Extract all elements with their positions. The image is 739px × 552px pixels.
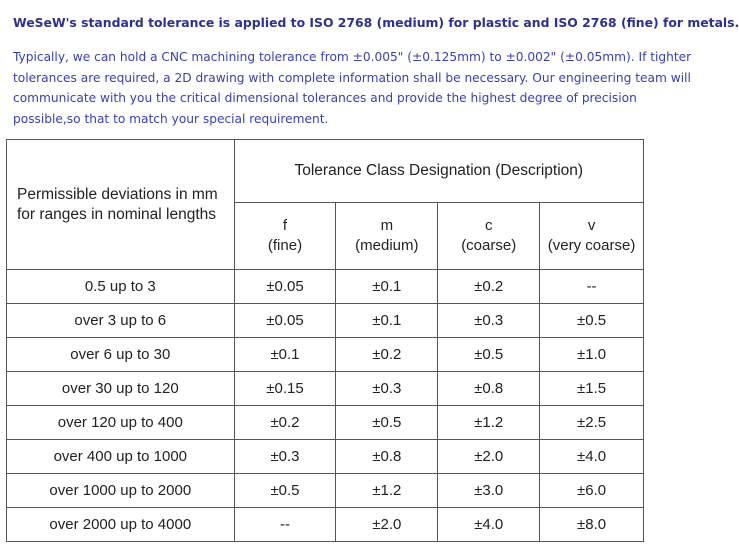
value-cell-m: ±2.0 — [336, 508, 438, 542]
intro-line: possible,so that to match your special requirement. — [13, 111, 329, 126]
table-row — [7, 270, 644, 304]
value-cell-c: ±3.0 — [438, 474, 540, 508]
intro-line: Typically, we can hold a CNC machining tolerance from ±0.005" (±0.125mm) to ±0.002" (±0.05mm). If tighter — [13, 50, 692, 64]
value-cell-f: -- — [234, 508, 336, 542]
class-header-c — [438, 203, 540, 270]
value-cell-v: ±8.0 — [540, 508, 644, 542]
class-header-m — [336, 203, 438, 270]
value-cell-c: ±1.2 — [438, 406, 540, 440]
value-cell-m: ±0.5 — [336, 406, 438, 440]
range-cell: over 1000 up to 2000 — [7, 474, 235, 508]
value-cell-f: ±0.5 — [234, 474, 336, 508]
value-cell-v: ±1.0 — [540, 338, 644, 372]
value-cell-f: ±0.1 — [234, 338, 336, 372]
value-cell-c: ±4.0 — [438, 508, 540, 542]
table-row — [7, 304, 644, 338]
class-code: c — [484, 217, 493, 234]
value-cell-v: ±6.0 — [540, 474, 644, 508]
value-cell-m: ±0.3 — [336, 372, 438, 406]
row-header-line: for ranges in nominal lengths — [17, 205, 217, 223]
value-cell-f: ±0.05 — [234, 270, 336, 304]
value-cell-m: ±0.1 — [336, 304, 438, 338]
intro-line: tolerances are required, a 2D drawing with complete information shall be necessary. Our engineering team will — [13, 70, 691, 85]
value-cell-v: ±4.0 — [540, 440, 644, 474]
class-desc: (very coarse) — [547, 237, 636, 254]
tolerance-table — [6, 139, 644, 542]
class-desc: (medium) — [355, 237, 419, 254]
class-header-f — [234, 203, 336, 270]
value-cell-v: ±0.5 — [540, 304, 644, 338]
class-header-v — [540, 203, 644, 270]
table-row — [7, 440, 644, 474]
range-cell: over 400 up to 1000 — [7, 440, 235, 474]
value-cell-m: ±0.2 — [336, 338, 438, 372]
value-cell-f: ±0.15 — [234, 372, 336, 406]
value-cell-f: ±0.3 — [234, 440, 336, 474]
value-cell-c: ±0.5 — [438, 338, 540, 372]
value-cell-m: ±1.2 — [336, 474, 438, 508]
range-cell: over 30 up to 120 — [7, 372, 235, 406]
class-code: v — [587, 217, 596, 234]
row-header-cell — [7, 140, 235, 270]
table-row — [7, 372, 644, 406]
intro-paragraph — [13, 47, 692, 129]
row-header-line: Permissible deviations in mm — [17, 185, 218, 203]
class-code: f — [282, 217, 288, 234]
page-heading: WeSeW's standard tolerance is applied to ISO 2768 (medium) for plastic and ISO 2768 (fine) for metals. — [13, 15, 739, 30]
class-code: m — [380, 217, 394, 234]
intro-line: communicate with you the critical dimensional tolerances and provide the highest degree of precision — [13, 91, 637, 105]
class-desc: (coarse) — [461, 237, 517, 254]
value-cell-v: -- — [540, 270, 644, 304]
table-row — [7, 406, 644, 440]
table-row — [7, 508, 644, 542]
range-cell: over 6 up to 30 — [7, 338, 235, 372]
value-cell-c: ±0.3 — [438, 304, 540, 338]
range-cell: over 120 up to 400 — [7, 406, 235, 440]
value-cell-c: ±0.8 — [438, 372, 540, 406]
range-cell: 0.5 up to 3 — [7, 270, 235, 304]
value-cell-m: ±0.8 — [336, 440, 438, 474]
class-desc: (fine) — [267, 237, 303, 254]
value-cell-v: ±1.5 — [540, 372, 644, 406]
value-cell-c: ±2.0 — [438, 440, 540, 474]
value-cell-c: ±0.2 — [438, 270, 540, 304]
range-cell: over 3 up to 6 — [7, 304, 235, 338]
table-row — [7, 474, 644, 508]
value-cell-v: ±2.5 — [540, 406, 644, 440]
group-header: Tolerance Class Designation (Description) — [234, 140, 643, 203]
table-row — [7, 338, 644, 372]
value-cell-f: ±0.05 — [234, 304, 336, 338]
value-cell-m: ±0.1 — [336, 270, 438, 304]
range-cell: over 2000 up to 4000 — [7, 508, 235, 542]
value-cell-f: ±0.2 — [234, 406, 336, 440]
